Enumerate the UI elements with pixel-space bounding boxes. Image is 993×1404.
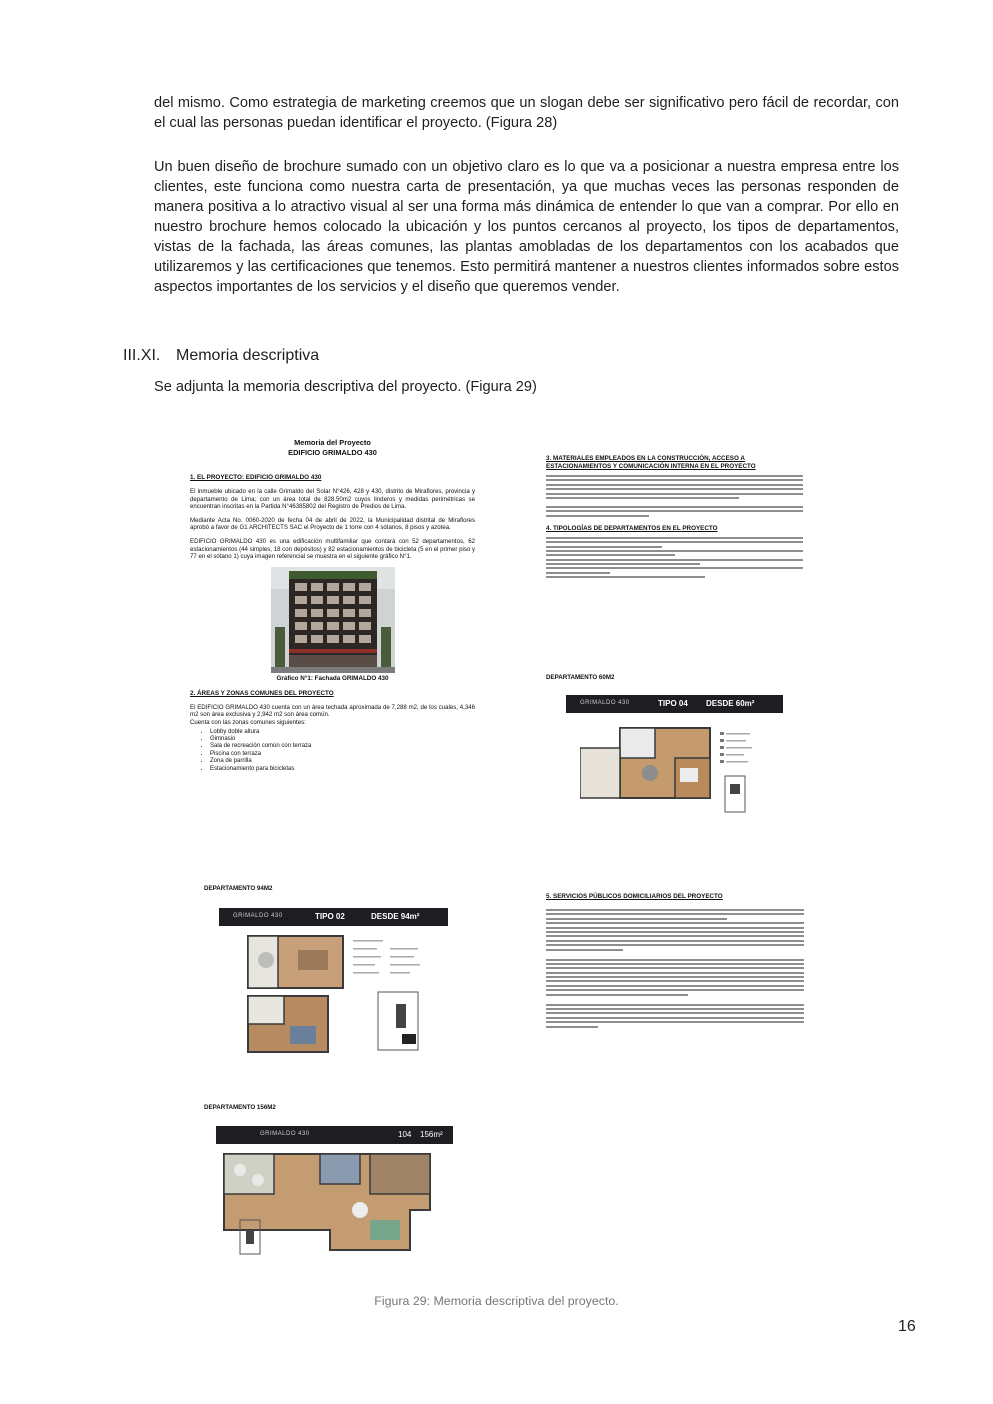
section-4-title: 4. TIPOLOGÍAS DE DEPARTAMENTOS EN EL PROYECTO — [546, 524, 718, 532]
section-4-text — [546, 537, 803, 579]
unit-104-banner — [216, 1126, 453, 1144]
floor-plan-156 — [220, 1150, 440, 1260]
desde-60-label: DESDE 60m² — [706, 699, 755, 708]
memoria-left-column — [190, 438, 475, 773]
section-intro: Se adjunta la memoria descriptiva del proyecto. (Figura 29) — [154, 379, 537, 395]
tipo-04-banner — [566, 695, 783, 713]
tipo-02-label: TIPO 02 — [315, 912, 345, 921]
section-1-paragraph-1: El inmueble ubicado en la calle Grimaldo del Solar N°426, 428 y 430, distrito de Miraflores, provincia y departamento de Lima; con un área total de 828.50m2 cuyos linderos y medidas perimétricas se encuentran inscritas en la Partida N°46385802 del Registro de Predios de Lima. — [190, 488, 475, 511]
memoria-title-1: Memoria del Proyecto — [294, 438, 371, 447]
tipo-04-label: TIPO 04 — [658, 699, 688, 708]
brand-logo: GRIMALDO 430 — [233, 913, 283, 919]
memoria-right-column-lower — [546, 893, 804, 1030]
amenity-item: • Piscina con terraza — [210, 751, 475, 758]
section-3-text-2 — [546, 506, 803, 517]
paragraph-1: del mismo. Como estrategia de marketing creemos que un slogan debe ser significativo pero fácil de recordar, con el cual las personas puedan identificar el proyecto. (Figura 28) — [154, 95, 899, 131]
photo-caption: Gráfico N°1: Fachada GRIMALDO 430 — [276, 674, 389, 682]
section-5-title: 5. SERVICIOS PÚBLICOS DOMICILIARIOS DEL PROYECTO — [546, 893, 723, 900]
section-2-title: 2. ÁREAS Y ZONAS COMUNES DEL PROYECTO — [190, 689, 334, 697]
section-title: Memoria descriptiva — [176, 347, 320, 364]
section-2-paragraph: El EDIFICIO GRIMALDO 430 cuenta con un área techada aproximada de 7,288 m2, de los cuales, 4,346 m2 son área exclusiva y 2,942 m2 son área común. — [190, 703, 475, 719]
memoria-title-2: EDIFICIO GRIMALDO 430 — [288, 448, 377, 457]
dept-156-label: DEPARTAMENTO 156M2 — [204, 1104, 276, 1111]
amenities-list — [190, 729, 475, 773]
amenity-item: • Gimnasio — [210, 736, 475, 743]
area-156-label: 156m² — [420, 1130, 443, 1139]
section-5-text-2 — [546, 959, 804, 996]
section-1-title: 1. EL PROYECTO: EDIFICIO GRIMALDO 430 — [190, 474, 322, 481]
desde-94-label: DESDE 94m² — [371, 912, 420, 921]
section-number: III.XI. — [123, 347, 161, 364]
tipo-02-banner — [219, 908, 448, 926]
dept-60-label: DEPARTAMENTO 60M2 — [546, 674, 615, 681]
amenity-item: • Lobby doble altura — [210, 729, 475, 736]
amenity-item: • Sala de recreación común con terraza — [210, 743, 475, 750]
dept-94-label: DEPARTAMENTO 94M2 — [204, 885, 273, 892]
floor-plan-60 — [580, 718, 780, 818]
paragraph-2: Un buen diseño de brochure sumado con un objetivo claro es lo que va a posicionar a nuestra empresa entre los clientes, este funciona como nuestra carta de presentación, ya que muchas veces las personas responden de manera positiva a lo atractivo visual al ser una forma más dinámica de entender lo que van a comprar. Por ello en nuestro brochure hemos colocado la ubicación y los puntos cercanos al proyecto, los tipos de departamentos, vistas de la fachada, las áreas comunes, las plantas amobladas de los departamentos con los acabados que utilizaremos y las certificaciones que tenemos. Esto permitirá mantener a nuestros clientes informados sobre estos aspectos importantes de los servicios y el diseño que queremos vender. — [154, 159, 899, 295]
building-facade-photo — [271, 567, 395, 673]
memoria-right-column — [546, 455, 803, 581]
amenity-item: • Estacionamiento para bicicletas — [210, 766, 475, 773]
section-3-title: 3. MATERIALES EMPLEADOS EN LA CONSTRUCCIÓN, ACCESO A ESTACIONAMIENTOS Y COMUNICACIÓN INTERNA EN EL PROYECTO — [546, 455, 756, 470]
section-5-text-1 — [546, 909, 804, 951]
page-number: 16 — [898, 1318, 916, 1335]
figure-caption: Figura 29: Memoria descriptiva del proyecto. — [374, 1294, 619, 1308]
section-heading — [123, 347, 319, 365]
amenity-item: • Zona de parrilla — [210, 758, 475, 765]
floor-plan-94 — [228, 930, 453, 1060]
section-5-text-3 — [546, 1004, 804, 1028]
brand-logo: GRIMALDO 430 — [580, 700, 630, 706]
section-1-paragraph-3: EDIFICIO GRIMALDO 430 es una edificación multifamiliar que contará con 52 departamentos, 62 estacionamientos (44 simples, 18 con depósitos) y 82 estacionamientos de bicicleta (5 en el primer piso y 77 en el sótano 1) cuya imagen referencial se muestra en el siguiente gráfico N°1. — [190, 537, 475, 561]
unit-104-label: 104 — [398, 1130, 412, 1139]
section-1-paragraph-2: Mediante Acta No. 0060-2020 de fecha 04 de abril de 2022, la Municipalidad distrital de Miraflores aprobó a favor de G1 ARCHITECTS SAC el Proyecto de 1 torre con 4 sótanos, 8 pisos y azotea. — [190, 516, 475, 532]
section-3-text — [546, 475, 803, 499]
brand-logo: GRIMALDO 430 — [260, 1131, 310, 1137]
section-2-intro: Cuenta con las zonas comunes siguientes: — [190, 718, 306, 726]
